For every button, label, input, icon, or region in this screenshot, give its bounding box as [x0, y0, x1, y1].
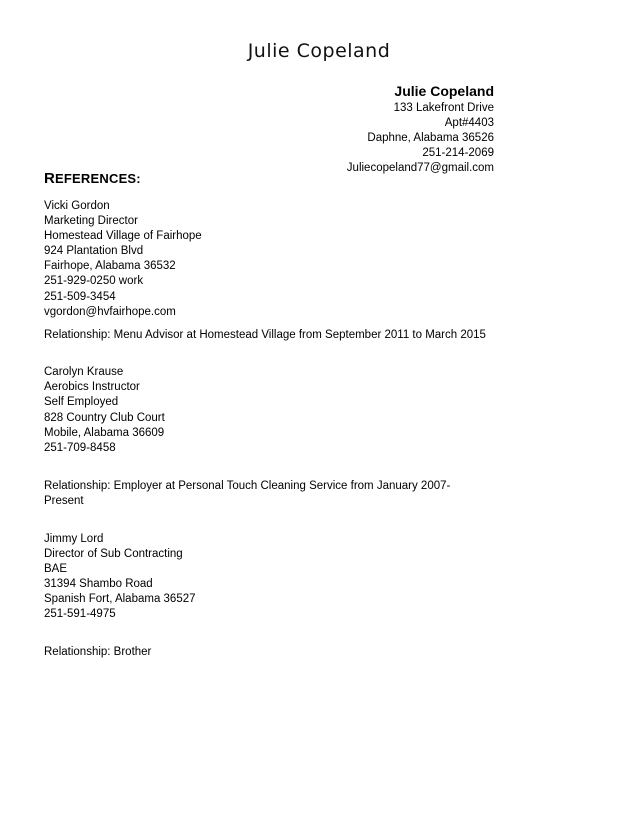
reference-entry [44, 532, 514, 661]
reference-title: Aerobics Instructor [44, 381, 140, 394]
reference-city: Spanish Fort, Alabama 36527 [44, 593, 196, 606]
reference-name: Jimmy Lord [44, 532, 104, 545]
document-title: Julie Copeland [247, 40, 391, 62]
contact-city: Daphne, Alabama 36526 [367, 132, 494, 144]
reference-phone: 251-509-3454 [44, 290, 116, 303]
reference-street: 924 Plantation Blvd [44, 245, 144, 258]
reference-street: 31394 Shambo Road [44, 578, 153, 591]
reference-work-phone: 251-929-0250 work [44, 275, 144, 288]
contact-email: Juliecopeland77@gmail.com [346, 162, 494, 174]
reference-city: Fairhope, Alabama 36532 [44, 260, 176, 273]
reference-title: Marketing Director [44, 215, 138, 228]
reference-relationship: Relationship: Brother [44, 646, 152, 659]
contact-block [347, 82, 494, 176]
reference-entry [44, 199, 514, 343]
references-heading-initial: R [44, 170, 56, 187]
reference-street: 828 Country Club Court [44, 411, 165, 424]
reference-phone: 251-709-8458 [44, 441, 116, 454]
reference-name: Carolyn Krause [44, 366, 124, 379]
contact-address-line-2: Apt#4403 [444, 117, 494, 129]
reference-relationship: Relationship: Menu Advisor at Homestead Village from September 2011 to March 2015 [44, 328, 486, 341]
references-list [44, 199, 514, 661]
references-heading-rest: EFERENCES: [55, 171, 141, 186]
reference-name: Vicki Gordon [44, 200, 110, 212]
contact-address-line-1: 133 Lakefront Drive [393, 102, 494, 114]
reference-company: BAE [44, 563, 68, 575]
contact-name: Julie Copeland [394, 83, 494, 99]
reference-company: Homestead Village of Fairhope [44, 230, 202, 243]
references-heading [44, 170, 141, 187]
reference-entry [44, 365, 514, 510]
reference-phone: 251-591-4975 [44, 608, 116, 621]
reference-company: Self Employed [44, 396, 119, 409]
reference-email: vgordon@hvfairhope.com [44, 305, 176, 318]
contact-phone: 251-214-2069 [422, 147, 494, 159]
reference-relationship: Relationship: Employer at Personal Touch Cleaning Service from January 2007-Present [44, 479, 451, 508]
reference-title: Director of Sub Contracting [44, 547, 183, 560]
reference-city: Mobile, Alabama 36609 [44, 426, 165, 439]
